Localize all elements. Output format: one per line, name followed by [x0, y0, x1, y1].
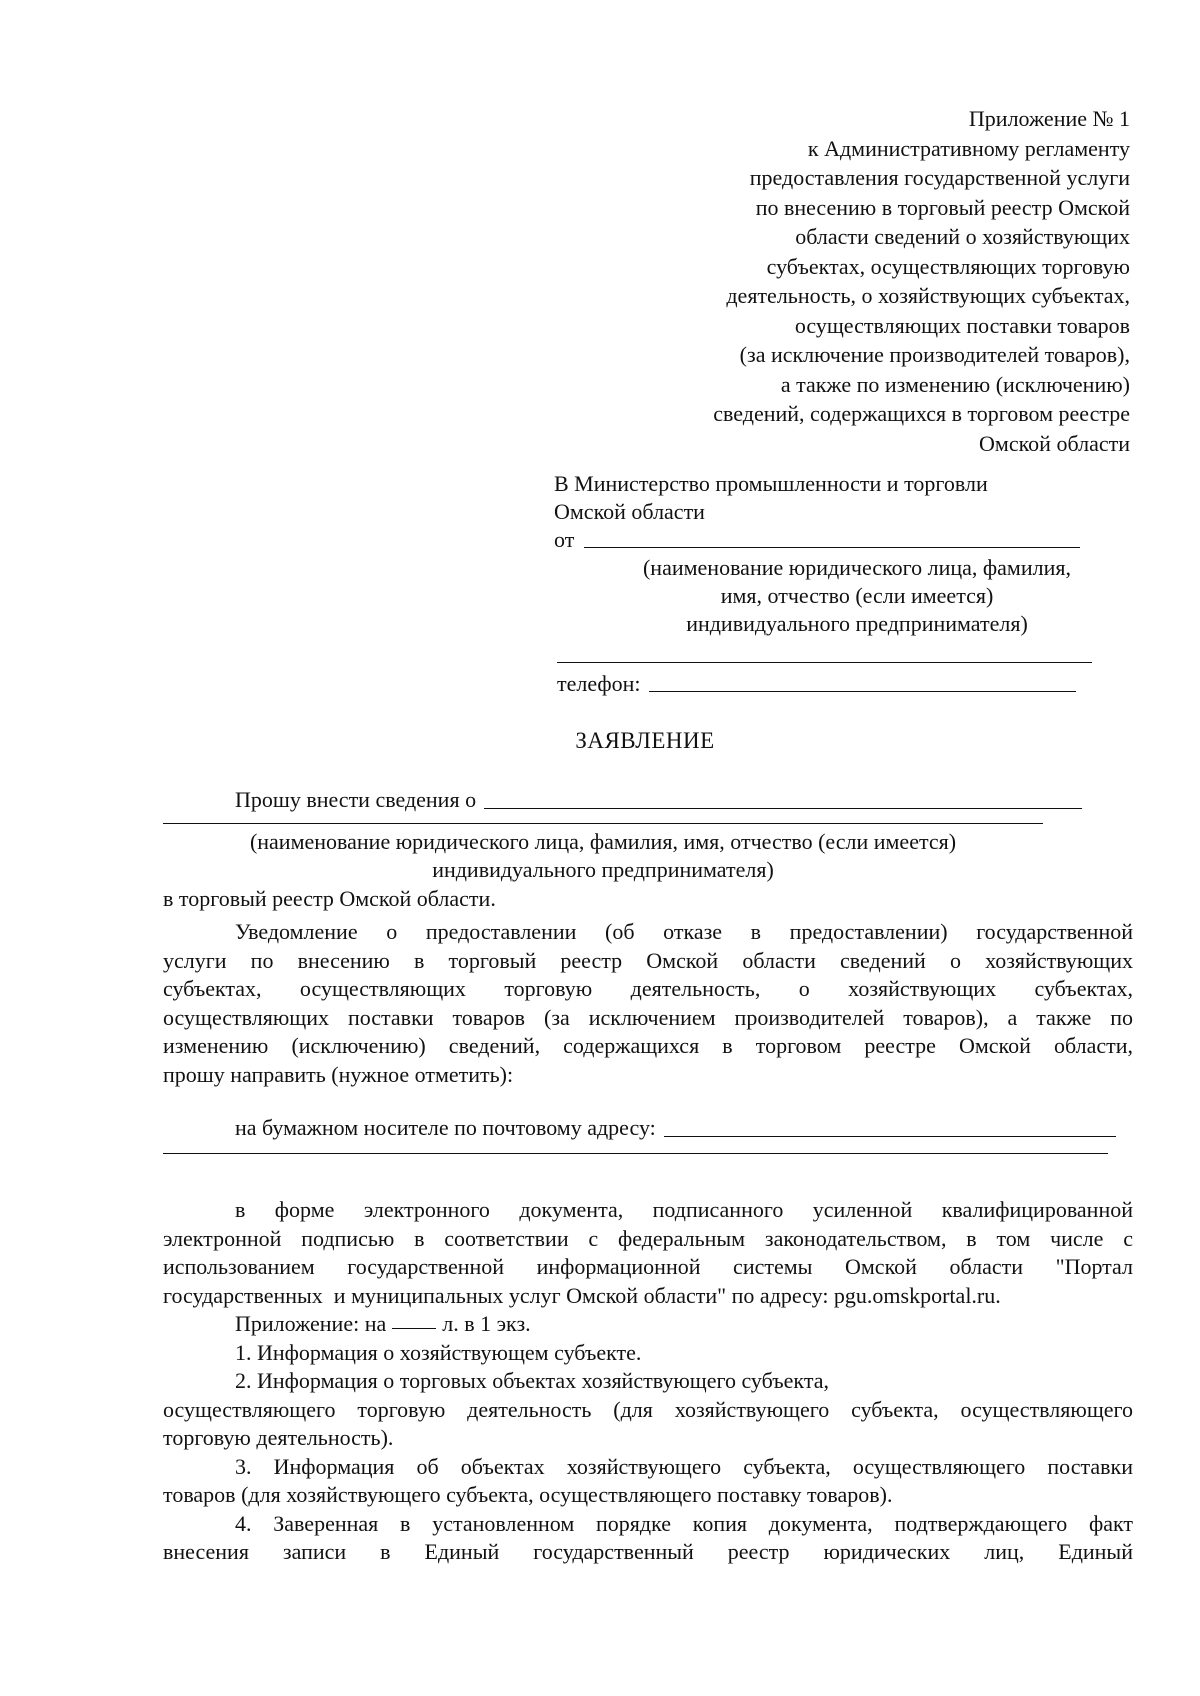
- attachment-line: Омской области: [979, 430, 1130, 456]
- caption-line: (наименование юридического лица, фамилия, имя, отчество (если имеется): [249, 828, 957, 854]
- attachment-line: к Административному регламенту: [807, 135, 1130, 161]
- appendix-item-3-cont: товаров (для хозяйствующего субъекта, осуществляющего поставку товаров).: [163, 1482, 893, 1507]
- attachment-line: Приложение № 1: [968, 106, 1130, 131]
- paper-option-label: на бумажном носителе по почтовому адресу:: [235, 1115, 656, 1140]
- appendix-item-4: 4. Заверенная в установленном порядке копия документа, подтверждающего факт: [235, 1510, 1133, 1536]
- notification-line: Уведомление о предоставлении (об отказе в предоставлении) государственной: [235, 919, 1133, 944]
- notification-line: услуги по внесению в торговый реестр Омской области сведений о хозяйствующих: [163, 947, 1133, 973]
- attachment-line: сведений, содержащихся в торговом реестре: [713, 401, 1130, 426]
- notification-line: изменению (исключению) сведений, содержащихся в торговом реестре Омской области,: [163, 1033, 1133, 1058]
- from-field: [554, 526, 1094, 554]
- appendix-prefix: Приложение: на: [235, 1311, 387, 1336]
- from-blank-line[interactable]: [584, 547, 1080, 548]
- request-row: [163, 786, 1082, 815]
- paper-option: [163, 1114, 1133, 1154]
- attachment-line: (за исключение производителей товаров),: [739, 342, 1130, 367]
- electronic-line: электронной подписью в соответствии с федеральным законодательством, в том числе с: [163, 1225, 1133, 1251]
- notification-line: осуществляющих поставки товаров (за исключением производителей товаров), а также по: [163, 1004, 1133, 1030]
- attachment-line: по внесению в торговый реестр Омской: [755, 194, 1130, 220]
- postal-address-blank-line[interactable]: [664, 1136, 1116, 1137]
- electronic-line: в форме электронного документа, подписанного усиленной квалифицированной: [235, 1197, 1133, 1222]
- phone-blank-line[interactable]: [649, 691, 1076, 692]
- attachment-header: [560, 104, 1130, 458]
- appendix-item-4-cont: внесения записи в Единый государственный реестр юридических лиц, Единый: [163, 1539, 1133, 1564]
- from-label: от: [554, 527, 575, 552]
- appendix-item-2-cont: торговую деятельность).: [163, 1425, 394, 1450]
- paper-option-row[interactable]: [163, 1114, 1116, 1143]
- request-blank-line[interactable]: [484, 808, 1082, 809]
- attachment-line: а также по изменению (исключению): [780, 371, 1130, 397]
- appendix-item-2: 2. Информация о торговых объектах хозяйствующего субъекта,: [235, 1368, 829, 1393]
- request-label: Прошу внести сведения о: [235, 787, 477, 812]
- appendix-item-2-cont: осуществляющего торговую деятельность (для хозяйствующего субъекта, осуществляющего: [163, 1396, 1133, 1422]
- appendix-item-1: 1. Информация о хозяйствующем субъекте.: [235, 1339, 642, 1365]
- extra-blank-line[interactable]: [557, 662, 1092, 663]
- appendix-block: [163, 1310, 1133, 1567]
- caption-line: индивидуального предпринимателя): [686, 611, 1028, 636]
- addressee-ministry: В Министерство промышленности и торговли: [554, 471, 988, 496]
- addressee-region: Омской области: [554, 499, 705, 524]
- sheet-count-blank[interactable]: [392, 1328, 436, 1329]
- document-title: ЗАЯВЛЕНИЕ: [575, 728, 715, 753]
- appendix-suffix: л. в 1 экз.: [442, 1311, 531, 1336]
- request-block: [163, 786, 1133, 913]
- postal-address-blank-line-2[interactable]: [163, 1153, 1108, 1154]
- from-caption: [622, 554, 1092, 638]
- phone-label: телефон:: [557, 671, 641, 696]
- attachment-line: области сведений о хозяйствующих: [795, 224, 1130, 249]
- caption-line: индивидуального предпринимателя): [432, 857, 774, 882]
- request-caption: [163, 828, 1043, 885]
- attachment-line: осуществляющих поставки товаров: [794, 312, 1130, 338]
- electronic-line: государственных и муниципальных услуг Омской области" по адресу: pgu.omskportal.ru.: [163, 1282, 1001, 1308]
- attachment-line: субъектах, осуществляющих торговую: [766, 253, 1130, 279]
- request-tail: в торговый реестр Омской области.: [163, 885, 496, 911]
- notification-line: прошу направить (нужное отметить):: [163, 1061, 514, 1087]
- caption-line: (наименование юридического лица, фамилия,: [642, 555, 1071, 580]
- addressee-block: [554, 470, 1094, 638]
- attachment-line: предоставления государственной услуги: [749, 165, 1130, 190]
- electronic-line: использованием государственной информационной системы Омской области "Портал: [163, 1254, 1133, 1279]
- attachment-line: деятельность, о хозяйствующих субъектах,: [726, 283, 1130, 308]
- caption-line: имя, отчество (если имеется): [720, 583, 994, 608]
- electronic-option[interactable]: [163, 1196, 1133, 1310]
- notification-line: субъектах, осуществляющих торговую деятельность, о хозяйствующих субъектах,: [163, 976, 1133, 1001]
- appendix-header: [163, 1310, 1133, 1339]
- appendix-item-3: 3. Информация об объектах хозяйствующего субъекта, осуществляющего поставки: [235, 1453, 1133, 1479]
- phone-field: [557, 670, 1076, 698]
- notification-paragraph: [163, 918, 1133, 1089]
- request-blank-line-2[interactable]: [163, 823, 1043, 824]
